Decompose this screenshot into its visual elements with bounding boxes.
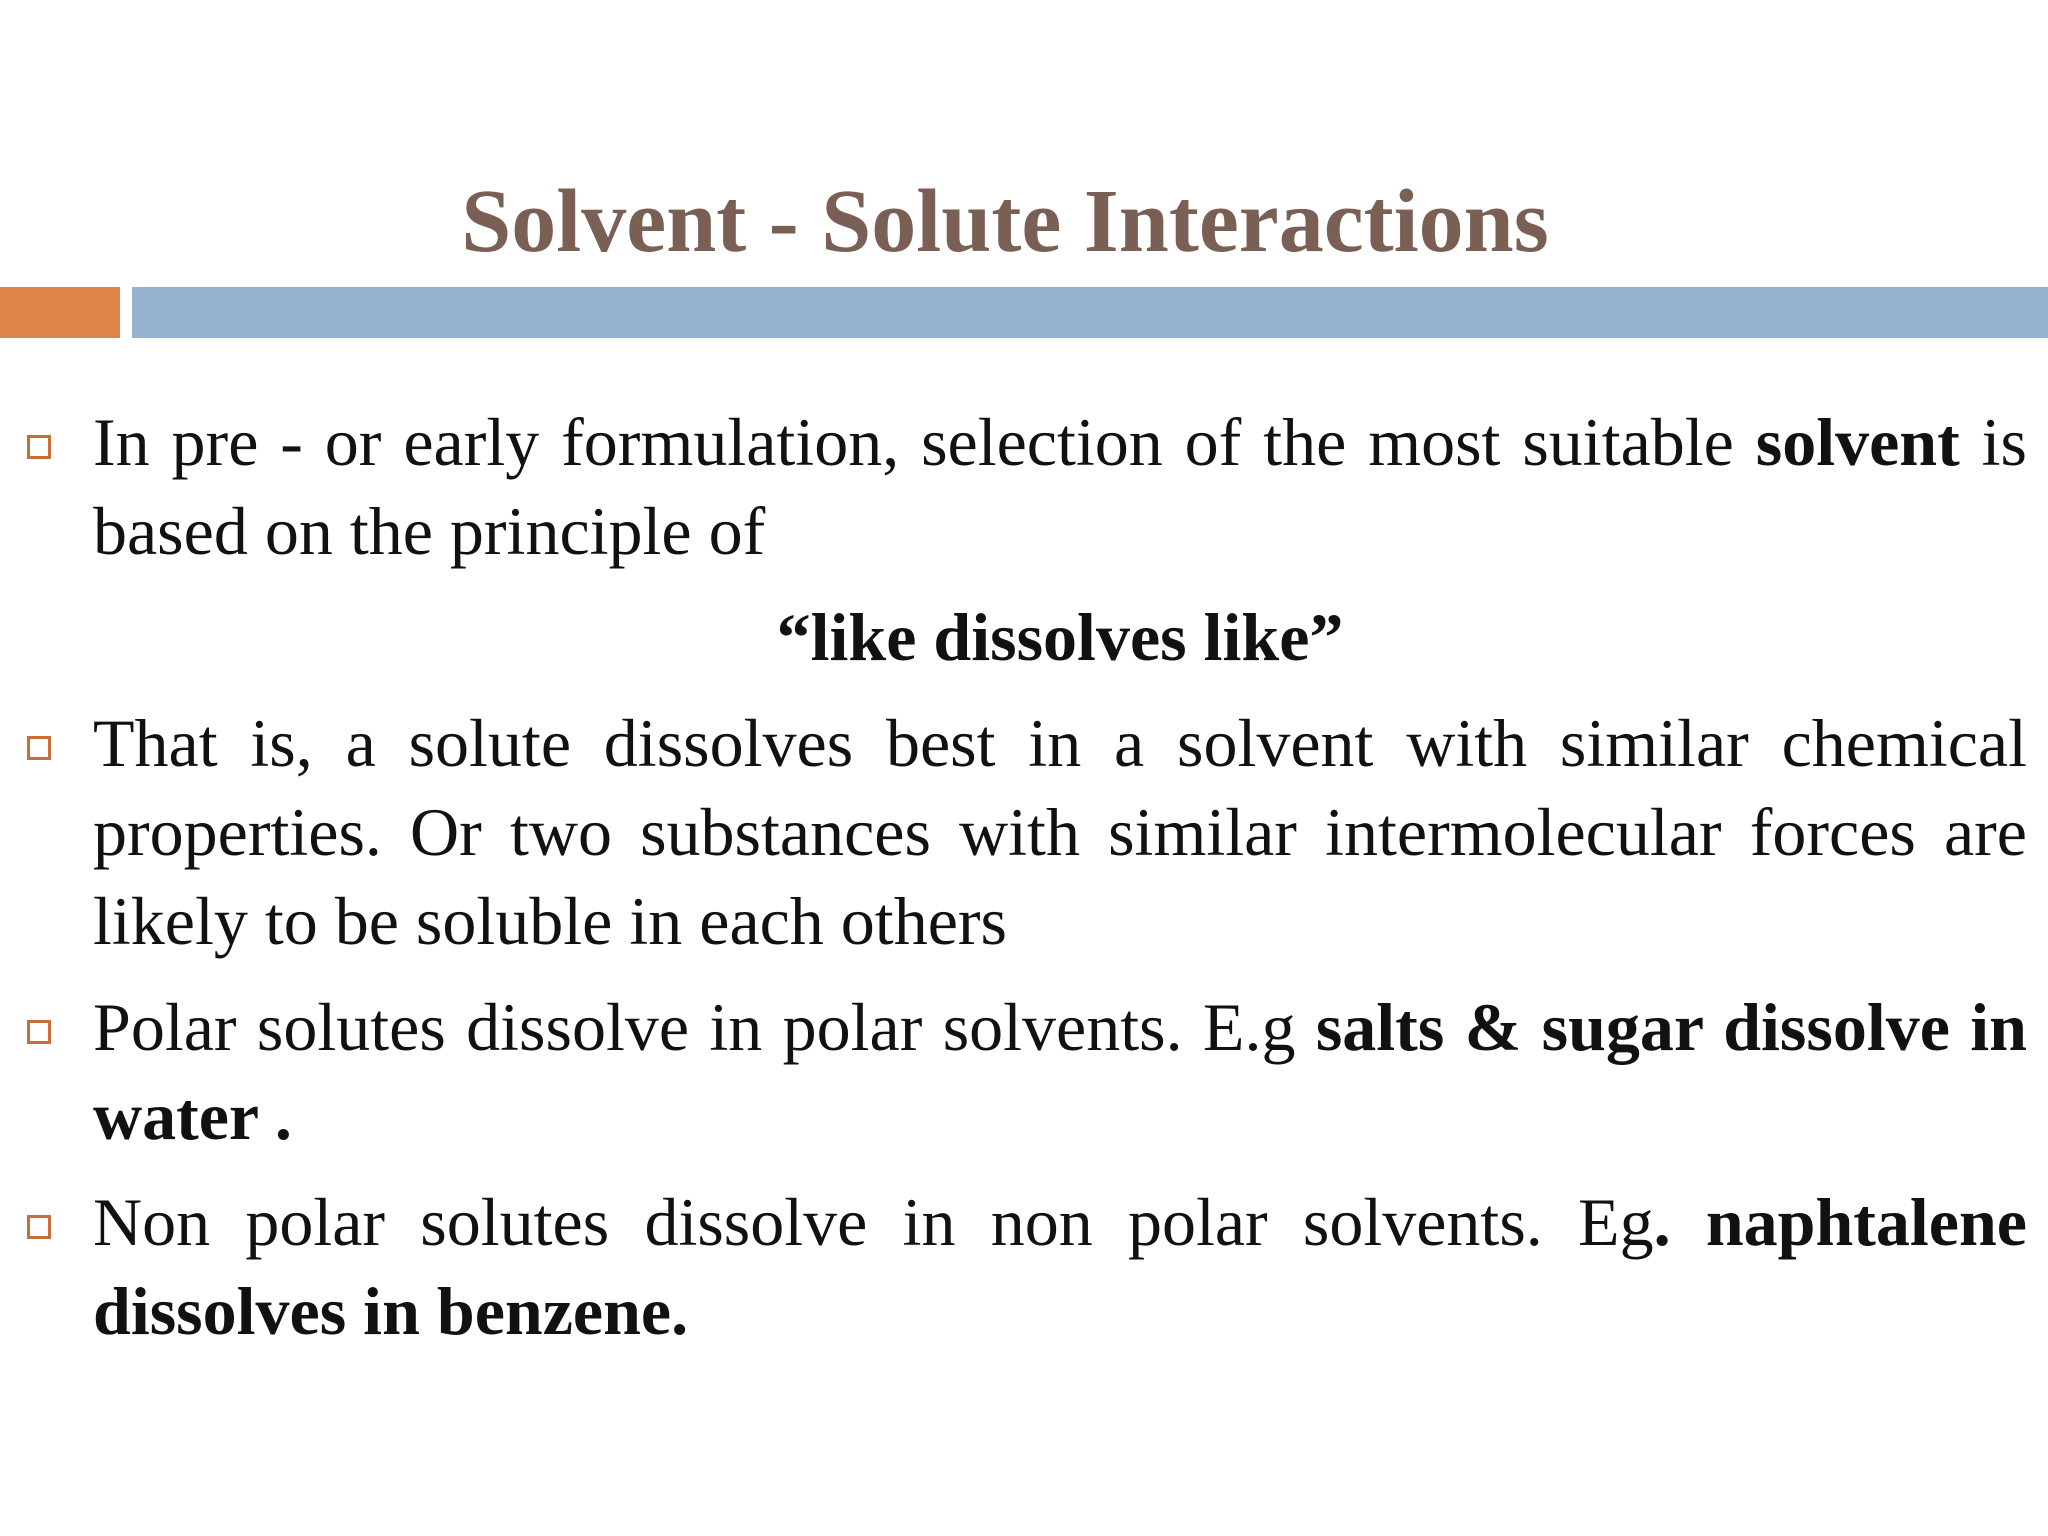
slide-content [0, 398, 2048, 1356]
bullet-2-text: That is, a solute dissolves best in a solvent with similar chemical properties. Or two substances with similar intermolecular forces are likely to be soluble in each others [93, 705, 2027, 959]
bullet-4-text: Non polar solutes dissolve in non polar solvents. Eg [93, 1184, 1654, 1260]
slide-title: Solvent - Solute Interactions [461, 172, 1549, 271]
square-bullet-icon [27, 1215, 51, 1239]
bullet-item-3 [0, 983, 2048, 1161]
bullet-item-2 [0, 699, 2048, 966]
bullet-item-1 [0, 398, 2048, 576]
bullet-4-bold: . naphtalene dissolves in benzene. [93, 1184, 2027, 1349]
square-bullet-icon [27, 736, 51, 760]
square-bullet-icon [27, 1020, 51, 1044]
bullet-1-bold: solvent [1755, 404, 1960, 480]
bullet-1-text: In pre - or early formulation, selection of the most suitable [93, 404, 1756, 480]
bullet-1-text-end: is based on the principle of [93, 404, 2028, 569]
title-accent-bar-orange [0, 287, 120, 338]
principle-quote: “like dissolves like” [776, 599, 1344, 675]
bullet-3-text: Polar solutes dissolve in polar solvents. E.g [93, 989, 1316, 1065]
bullet-3-bold: salts & sugar dissolve in water . [93, 989, 2027, 1154]
square-bullet-icon [27, 435, 51, 459]
bullet-item-4 [0, 1178, 2048, 1356]
title-accent-bar-blue [132, 287, 2048, 338]
